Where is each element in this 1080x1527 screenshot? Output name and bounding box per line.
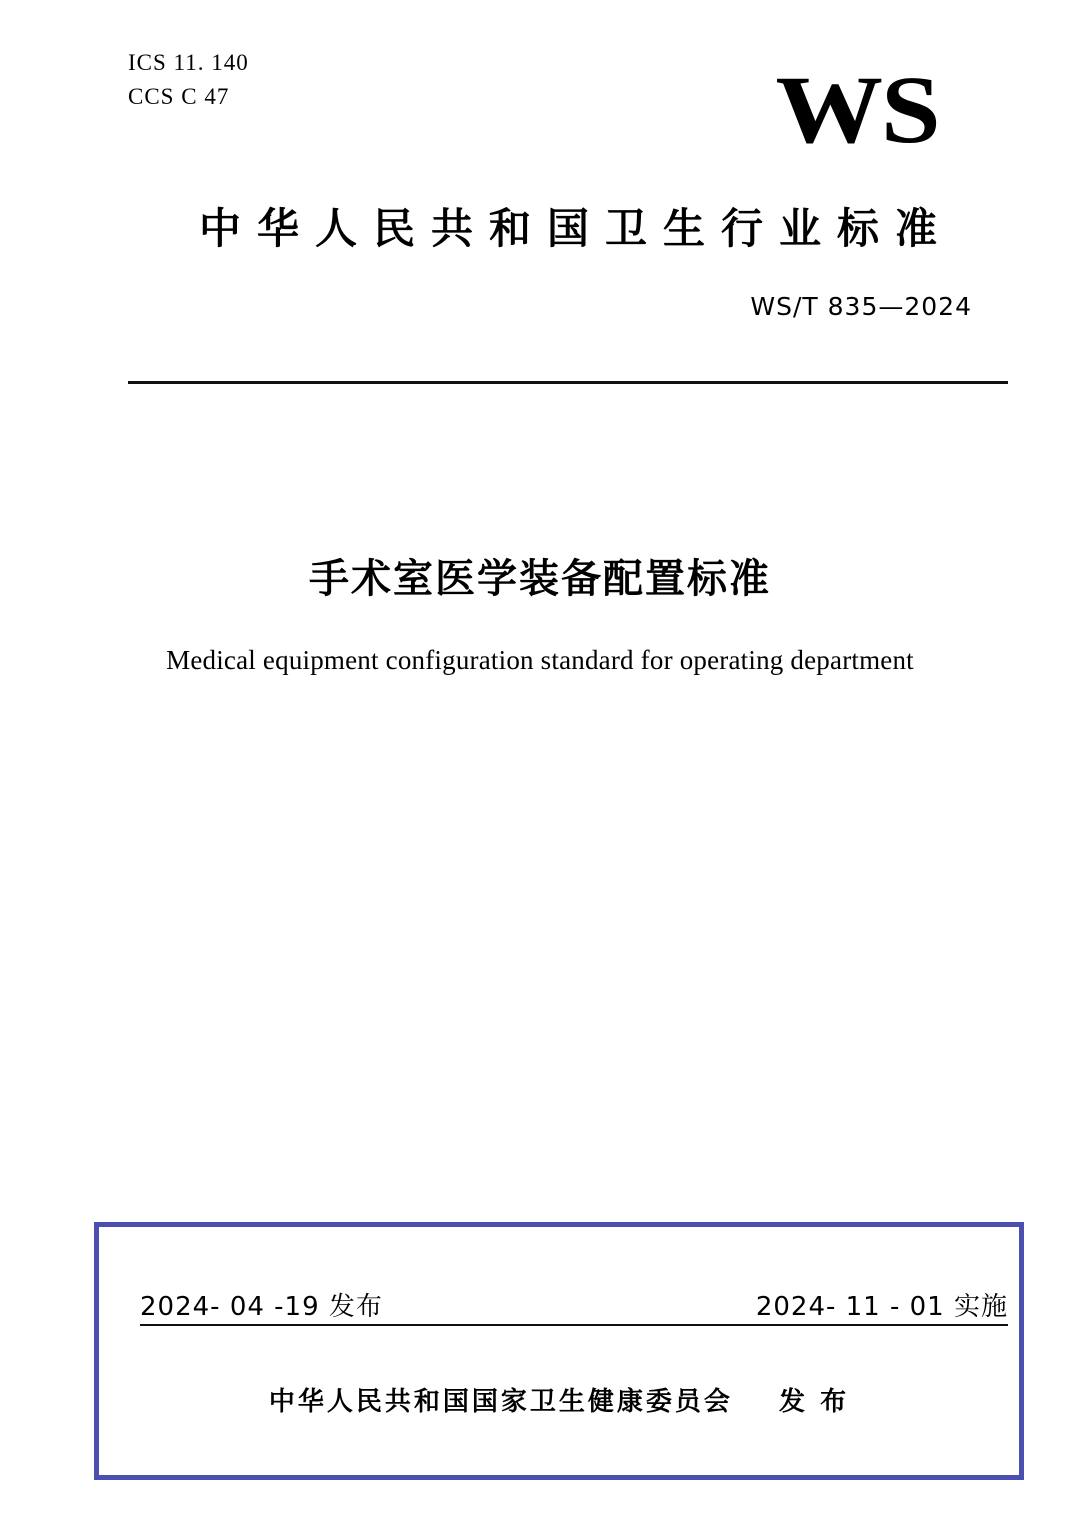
document-title-english: Medical equipment configuration standard for operating department (166, 645, 914, 675)
ics-code: ICS 11. 140 (128, 50, 249, 75)
issuer-name: 中华人民共和国国家卫生健康委员会 (268, 1387, 733, 1417)
issuer-line (94, 1381, 1024, 1418)
issue-date: 2024- 04 -19 发布 (140, 1292, 383, 1322)
classification-codes (128, 46, 249, 114)
ccs-code: CCS C 47 (128, 84, 230, 109)
ws-logo: WS (775, 56, 938, 163)
issuer-action: 发 布 (779, 1387, 850, 1417)
document-title-chinese: 手术室医学装备配置标准 (309, 556, 771, 602)
implementation-date: 2024- 11 - 01 实施 (755, 1292, 1008, 1322)
dates-underline (140, 1324, 1008, 1326)
footer-box (94, 1222, 1024, 1480)
header-divider (128, 381, 1008, 384)
dates-row (140, 1286, 1008, 1327)
page-title: 中华人民共和国卫生行业标准 (198, 204, 953, 253)
standard-number: WS/T 835—2024 (750, 292, 972, 321)
